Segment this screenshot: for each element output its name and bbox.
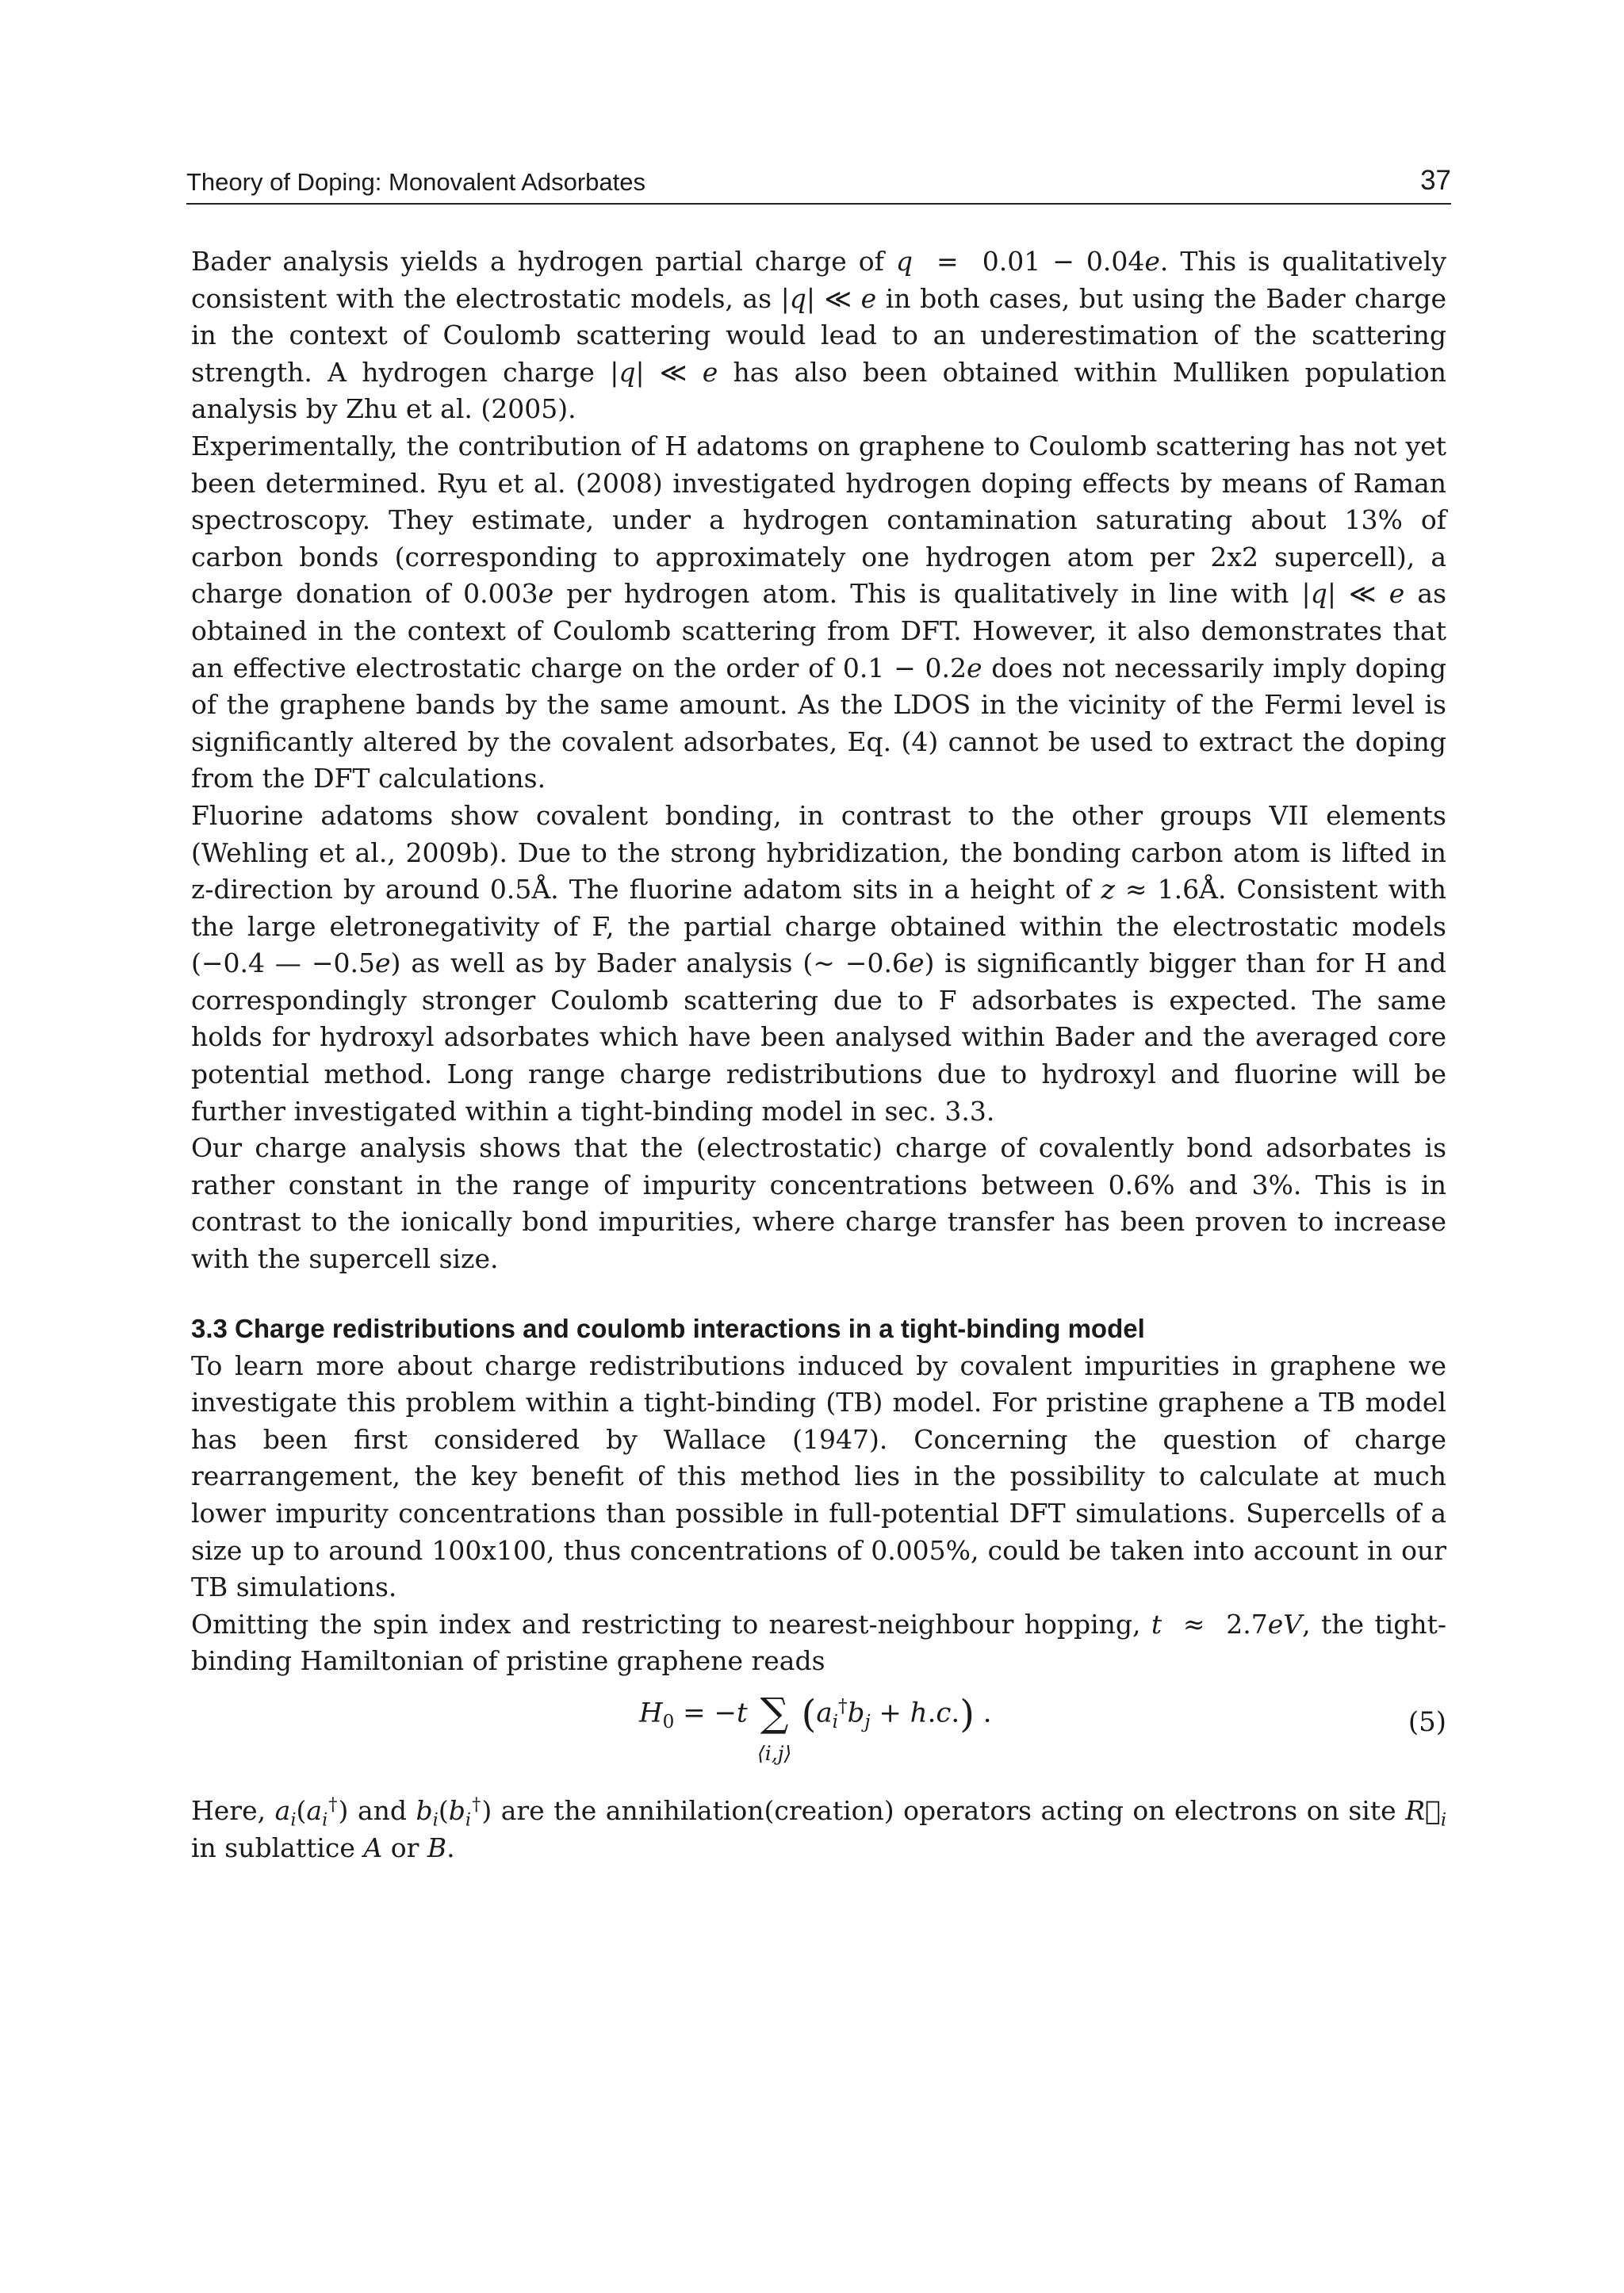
paragraph-hamiltonian-intro: Omitting the spin index and restricting to nearest-neighbour hopping, t ≈ 2.7eV, the tight-binding Hamiltonian of pristine graphene reads: [191, 1608, 1446, 1677]
equation-number: (5): [1408, 1705, 1446, 1738]
section-heading: 3.3 Charge redistributions and coulomb interactions in a tight-binding model: [191, 1313, 1145, 1343]
paragraph-operators: Here, $a_i(a_i^\dagger)$ and $b_i(b_i^\dagger)$ are the annihilation(creation) operators acting on electrons on site $R⃗_i$ in sublattice A or B.: [191, 1793, 1447, 1863]
running-title: Theory of Doping: Monovalent Adsorbates: [186, 168, 646, 196]
sum-symbol: ∑ ⟨i,j⟩: [757, 1689, 792, 1765]
paragraph-fluorine: Fluorine adatoms show covalent bonding, in contrast to the other groups VII elements (Wehling et al., 2009b). Due to the strong hybridization, the bonding carbon atom is lifted in z-direction by around 0.5Å. The fluorine adatom sits in a height of z ≈ 1.6Å. Consistent with the large eletronegativity of F, the partial charge obtained within the electrostatic models (−0.4 — −0.5e) as well as by Bader analysis (∼ −0.6e) is significantly bigger than for H and correspondingly stronger Coulomb scattering due to F adsorbates is expected. The same holds for hydroxyl adsorbates which have been analysed within Bader and the averaged core potential method. Long range charge redistributions due to hydroxyl and fluorine will be further investigated within a tight-binding model in sec. 3.3.: [191, 799, 1446, 1127]
paragraph-bader-charge: Bader analysis yields a hydrogen partial charge of q = 0.01 − 0.04e. This is qualitatively consistent with the electrostatic models, as |q| ≪ e in both cases, but using the Bader charge in the context of Coulomb scattering would lead to an underestimation of the scattering strength. A hydrogen charge |q| ≪ e has also been obtained within Mulliken population analysis by Zhu et al. (2005).: [191, 246, 1446, 425]
paragraph-experimental: Experimentally, the contribution of H adatoms on graphene to Coulomb scattering has not yet been determined. Ryu et al. (2008) investigated hydrogen doping effects by means of Raman spectroscopy. They estimate, under a hydrogen contamination saturating about 13% of carbon bonds (corresponding to approximately one hydrogen atom per 2x2 supercell), a charge donation of 0.003e per hydrogen atom. This is qualitatively in line with |q| ≪ e as obtained in the context of Coulomb scattering from DFT. However, it also demonstrates that an effective electrostatic charge on the order of 0.1 − 0.2e does not necessarily imply doping of the graphene bands by the same amount. As the LDOS in the vicinity of the Fermi level is significantly altered by the covalent adsorbates, Eq. (4) cannot be used to extract the doping from the DFT calculations.: [191, 430, 1447, 794]
paragraph-charge-analysis: Our charge analysis shows that the (electrostatic) charge of covalently bond adsorbates is rather constant in the range of impurity concentrations between 0.6% and 3%. This is in contrast to the ionically bond impurities, where charge transfer has been proven to increase with the supercell size.: [191, 1132, 1446, 1275]
equation-5: [191, 1686, 1446, 1782]
page-number: 37: [1420, 165, 1451, 196]
body-text: [191, 243, 1446, 1866]
paragraph-tight-binding-intro: To learn more about charge redistributions induced by covalent impurities in graphene we investigate this problem within a tight-binding (TB) model. For pristine graphene a TB model has been first considered by Wallace (1947). Concerning the question of charge rearrangement, the key benefit of this method lies in the possibility to calculate at much lower impurity concentrations than possible in full-potential DFT simulations. Supercells of a size up to around 100x100, thus concentrations of 0.005%, could be taken into account in our TB simulations.: [191, 1349, 1446, 1603]
running-header: [186, 165, 1451, 205]
equation-body: $H_0 = -t$ ∑ ⟨i,j⟩ $(a_i^\dagger b_j + h.c.)$ .: [639, 1689, 992, 1765]
